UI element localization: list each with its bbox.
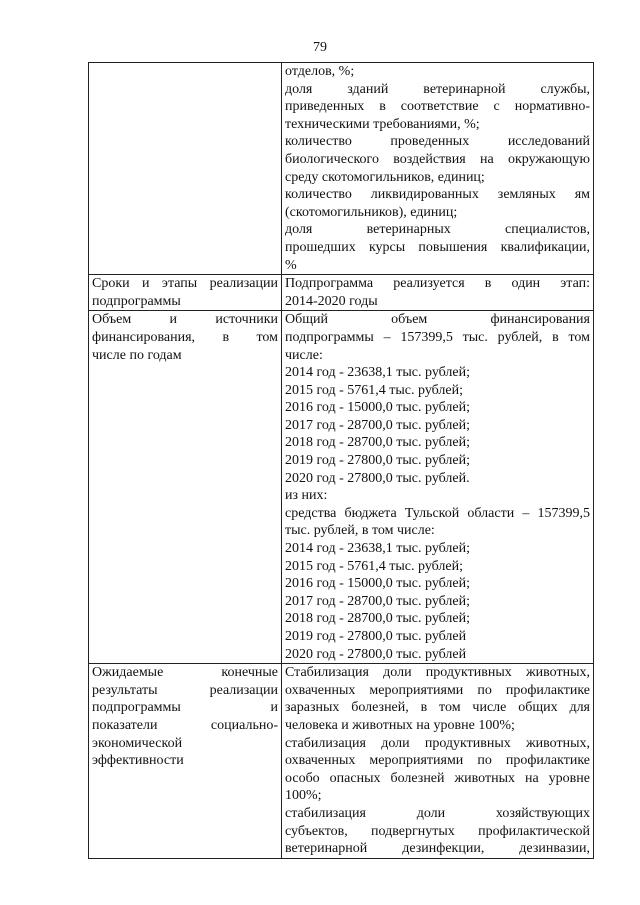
row-label-cell: [89, 664, 282, 859]
table-row: [89, 311, 594, 664]
table-row: [89, 63, 594, 275]
text-line: 2014 год - 23638,1 тыс. рублей;: [285, 541, 471, 557]
text-line: 2018 год - 28700,0 тыс. рублей;: [285, 611, 471, 627]
text-line: средства бюджета Тульской области – 157399,5: [285, 505, 590, 521]
text-line: охваченных мероприятиями по профилактике: [285, 682, 590, 698]
text-line: 2015 год - 5761,4 тыс. рублей;: [285, 558, 464, 574]
text-line: 2018 год - 28700,0 тыс. рублей;: [285, 435, 471, 451]
text-line: количество ликвидированных земляных ям: [285, 187, 590, 203]
text-line: приведенных в соответствие с нормативно-: [285, 99, 590, 115]
label-line: показатели социально-: [92, 717, 278, 733]
label-line: эффективности: [92, 753, 184, 769]
text-line: человека и животных на уровне 100%;: [285, 717, 515, 733]
text-line: (скотомогильников), единиц;: [285, 204, 458, 220]
text-line: среду скотомогильников, единиц;: [285, 169, 485, 185]
text-line: 2020 год - 27800,0 тыс. рублей: [285, 646, 467, 662]
text-line: заразных болезней, в том числе общих для: [285, 700, 590, 716]
passport-table: [88, 62, 594, 859]
label-line: подпрограммы и: [92, 700, 278, 716]
text-line: 2016 год - 15000,0 тыс. рублей;: [285, 576, 471, 592]
text-line: %: [285, 257, 297, 273]
text-line: особо опасных болезней животных на уровне: [285, 770, 590, 786]
label-line: подпрограммы: [92, 293, 181, 309]
timeline-cell: [282, 275, 594, 311]
row-label-cell: [89, 275, 282, 311]
page-number: 79: [313, 40, 327, 55]
text-line: Общий объем финансирования: [285, 312, 590, 328]
label-line: числе по годам: [92, 347, 182, 363]
text-line: ветеринарной дезинфекции, дезинвазии,: [285, 841, 590, 857]
text-line: отделов, %;: [285, 64, 355, 79]
indicators-cell: [282, 63, 594, 275]
text-line: 2014-2020 годы: [285, 293, 378, 309]
text-line: стабилизация доли продуктивных животных,: [285, 735, 590, 751]
text-line: 2017 год - 28700,0 тыс. рублей;: [285, 593, 471, 609]
expected-results-cell: [282, 664, 594, 859]
text-line: 2020 год - 27800,0 тыс. рублей.: [285, 470, 470, 486]
label-line: финансирования, в том: [92, 329, 278, 345]
text-line: 100%;: [285, 788, 322, 804]
text-line: охваченных мероприятиями по профилактике: [285, 753, 590, 769]
financing-cell: [282, 311, 594, 664]
text-line: числе:: [285, 347, 323, 363]
text-line: 2019 год - 27800,0 тыс. рублей;: [285, 453, 471, 469]
text-line: Подпрограмма реализуется в один этап:: [285, 276, 590, 292]
text-line: 2019 год - 27800,0 тыс. рублей: [285, 629, 467, 644]
text-line: Стабилизация доли продуктивных животных,: [285, 665, 590, 681]
text-line: стабилизация доли хозяйствующих: [285, 805, 590, 821]
text-line: количество проведенных исследований: [285, 134, 590, 150]
label-line: результаты реализации: [92, 682, 278, 698]
text-line: из них:: [285, 488, 328, 504]
text-line: доля зданий ветеринарной службы,: [285, 81, 590, 97]
label-line: Объем и источники: [92, 312, 278, 328]
text-line: 2014 год - 23638,1 тыс. рублей;: [285, 365, 471, 381]
text-line: прошедших курсы повышения квалификации,: [285, 239, 590, 255]
text-line: тыс. рублей, в том числе:: [285, 523, 435, 539]
text-line: биологического воздействия на окружающую: [285, 151, 590, 167]
row-label-cell: [89, 311, 282, 664]
row-label-cell: [89, 63, 282, 275]
text-line: 2015 год - 5761,4 тыс. рублей;: [285, 382, 464, 398]
label-line: экономической: [92, 735, 183, 751]
text-line: техническими требованиями, %;: [285, 116, 480, 132]
text-line: 2016 год - 15000,0 тыс. рублей;: [285, 400, 471, 416]
text-line: субъектов, подвергнутых профилактической: [285, 823, 590, 839]
text-line: подпрограммы – 157399,5 тыс. рублей, в том: [285, 329, 590, 345]
table-row: [89, 275, 594, 311]
table-row: [89, 664, 594, 859]
text-line: 2017 год - 28700,0 тыс. рублей;: [285, 417, 471, 433]
text-line: доля ветеринарных специалистов,: [285, 222, 590, 238]
label-line: Сроки и этапы реализации: [92, 276, 278, 292]
label-line: Ожидаемые конечные: [92, 665, 278, 681]
